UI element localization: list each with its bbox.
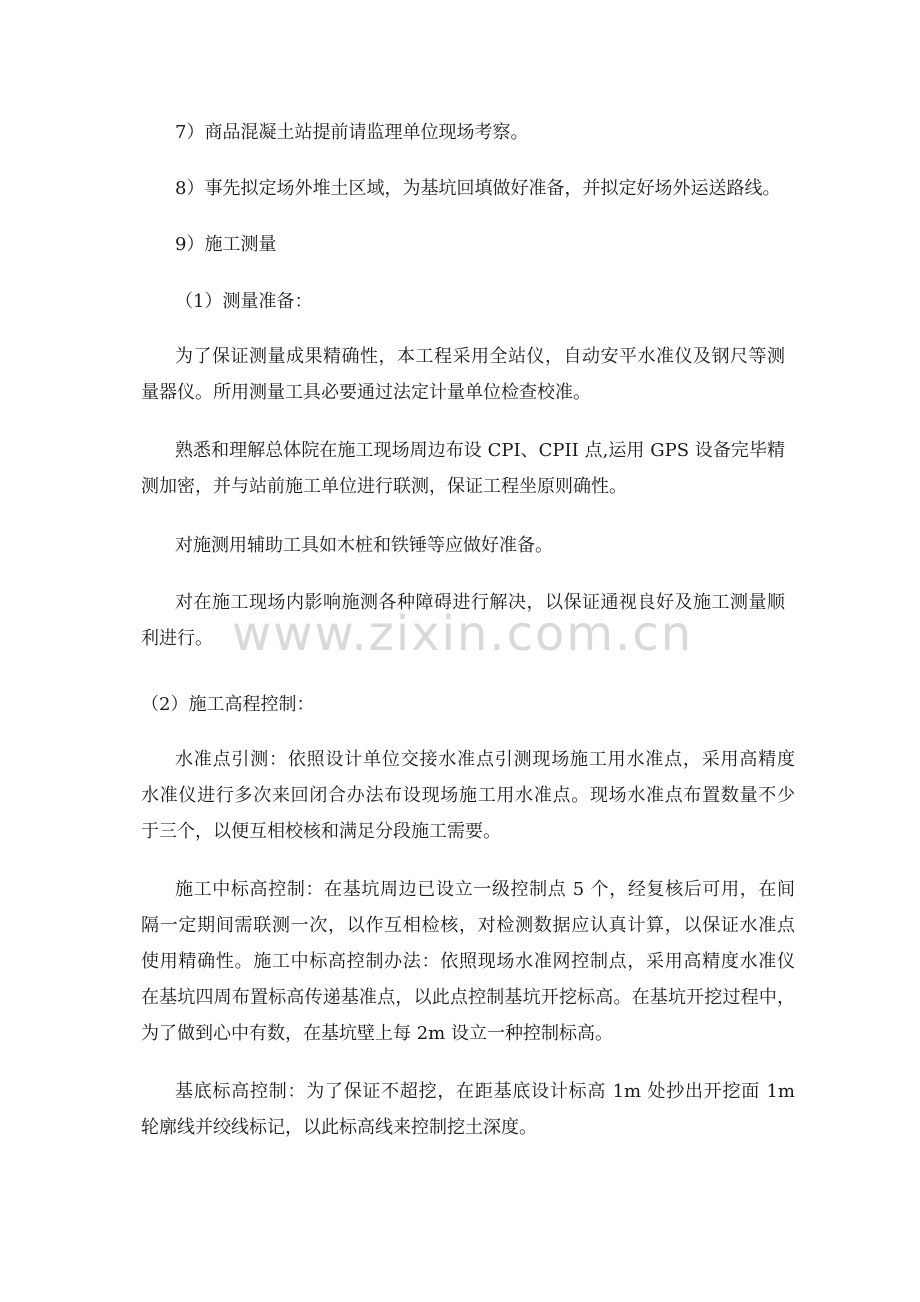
paragraph-line: 熟悉和理解总体院在施工现场周边布设 CPI、CPII 点,运用 GPS 设备完毕精 xyxy=(175,440,785,461)
paragraph-line: 基底标高控制：为了保证不超挖，在距基底设计标高 1m 处抄出开挖面 1m xyxy=(175,1081,795,1102)
paragraph-line: 使用精确性。施工中标高控制办法：依照现场水准网控制点，采用高精度水准仪 xyxy=(141,951,795,972)
paragraph-line: 量器仪。所用测量工具必要通过法定计量单位检查校准。 xyxy=(141,382,591,403)
subheading-elevation-control: （2）施工高程控制： xyxy=(141,694,315,715)
watermark-text: www.zixin.com.cn xyxy=(232,606,694,662)
paragraph-line: 对施测用辅助工具如木桩和铁锤等应做好准备。 xyxy=(175,535,553,556)
paragraph-line: 为了做到心中有数，在基坑壁上每 2m 设立一种控制标高。 xyxy=(141,1023,613,1044)
subheading-measurement-prep: （1）测量准备： xyxy=(175,291,313,312)
paragraph-line: 水准点引测：依照设计单位交接水准点引测现场施工用水准点，采用高精度 xyxy=(175,749,795,770)
paragraph-line: 测加密，并与站前施工单位进行联测，保证工程坐原则确性。 xyxy=(141,476,627,497)
text-line-item-9: 9）施工测量 xyxy=(175,234,277,255)
paragraph-line: 为了保证测量成果精确性，本工程采用全站仪，自动安平水准仪及钢尺等测 xyxy=(175,346,785,367)
paragraph-line: 在基坑四周布置标高传递基准点，以此点控制基坑开挖标高。在基坑开挖过程中， xyxy=(141,987,795,1008)
paragraph-line: 于三个，以便互相校核和满足分段施工需要。 xyxy=(141,821,501,842)
paragraph-line: 施工中标高控制：在基坑周边已设立一级控制点 5 个，经复核后可用，在间 xyxy=(175,879,795,900)
text-line-item-8: 8）事先拟定场外堆土区域，为基坑回填做好准备，并拟定好场外运送路线。 xyxy=(175,178,781,199)
paragraph-line: 轮廓线并绞线标记，以此标高线来控制挖土深度。 xyxy=(141,1117,537,1138)
paragraph-line: 隔一定期间需联测一次，以作互相检核，对检测数据应认真计算，以保证水准点 xyxy=(141,915,795,936)
text-line-item-7: 7）商品混凝土站提前请监理单位现场考察。 xyxy=(175,122,529,143)
paragraph-line: 利进行。 xyxy=(141,628,213,649)
paragraph-line: 水准仪进行多次来回闭合办法布设现场施工用水准点。现场水准点布置数量不少 xyxy=(141,785,795,806)
paragraph-line: 对在施工现场内影响施测各种障碍进行解决，以保证通视良好及施工测量顺 xyxy=(175,592,785,613)
